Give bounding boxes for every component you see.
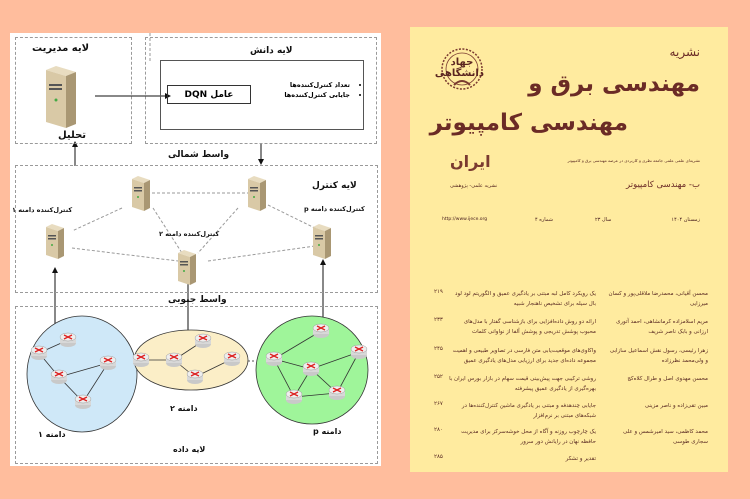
architecture-diagram xyxy=(10,33,381,466)
cover-season: زمستان ۱۴۰۴ xyxy=(671,217,700,223)
jahad-logo xyxy=(434,47,484,91)
management-layer-title: لایه مدیریت xyxy=(32,43,90,54)
cover-subtitle: نشریه‌ای علمی علمی جامعه نظری و کاربردی در عرصه مهندسی برق و کامپیوتر xyxy=(567,158,700,163)
cover-issue: شماره ۴ xyxy=(535,217,553,223)
controller-domain-2-label: کنترل‌کننده دامنه ۲ xyxy=(159,230,220,238)
dqn-agent-box: عامل DQN xyxy=(167,85,251,104)
toc-item: مریم اسلامزاده کرمانشاهی، احمد آتوری ارزانی و بابک ناصر شریف ارائه دو روش داده‌افزایی برای بازشناسی گفتار با مدل‌های محبوب پوشش تدریجی و پوشش آلفا از نواوانی کلمات ۲۳۳ xyxy=(434,317,708,335)
cover-kicker: نشریه xyxy=(669,45,700,59)
cover-year: سال ۲۳ xyxy=(595,217,612,223)
toc-item: مبین تقی‌زاده و ناصر مزینی جایابی چندهدفه و مبتنی بر یادگیری ماشین کنترل‌کننده‌ها در شبکه‌های مبتنی بر نرم‌افزار ۲۶۷ xyxy=(434,401,708,419)
data-layer-title: لایه داده xyxy=(173,445,206,454)
cover-section: ب- مهندسی کامپیوتر xyxy=(626,180,700,190)
controller-domain-1-label: کنترل‌کننده دامنه ۱ xyxy=(12,206,73,214)
toc-item: محسن آقیانی، محمدرضا ملاقلی‌پور و کسان میرزایی یک رویکرد کامل لبه مبتنی بر یادگیری عمیق و الگوریتم لود لود بال سیله برای تشخیص ناهنجار شبیه ۲۱۹ xyxy=(434,289,708,307)
toc-item: زهرا رئیسی، رسول نقش اسماعیل سازابی و ولی‌محمد نظرزاده واکاوی‌های موقعیت‌یابی متن فارسی در تصاویر طبیعی و اهمیت مجموعه داده‌ای جدید برای ارزیابی مدل‌های یادگیری عمیق ۲۴۵ xyxy=(434,346,708,364)
toc-item: محسن مهدوی اصل و طرال کلاه‌کج روشی ترکیبی جهت پیش‌بینی قیمت سهام در بازار بورس ایران با بهره‌گیری از یادگیری عمیق پیشرفته ۲۵۲ xyxy=(434,374,708,392)
northbound-interface-label: واسط شمالی xyxy=(168,150,230,160)
cover-title-line3: ایران xyxy=(450,152,491,171)
knowledge-layer-title: لایه دانش xyxy=(250,46,293,56)
table-of-contents xyxy=(410,289,728,469)
knowledge-bullets xyxy=(260,80,360,100)
toc-item: محمد کاظمی، سید امیرشمس و علی سجاری طوسی یک چارچوب روزنه و آگاه از محل خوشه‌سرکز برای مدیریت حافظه نهان در رایانش دور سرور ۲۸۰ xyxy=(434,427,708,445)
domain-2-label: دامنه ۲ xyxy=(170,404,198,413)
bullet-controller-placement: • جایابی کنترل‌کننده‌ها xyxy=(260,90,350,100)
logo-text: جهاد دانشگاهی xyxy=(434,57,484,79)
cover-journal-type: نشریه علمی- پژوهشی xyxy=(450,183,498,189)
bullet-controller-count: • تعداد کنترل‌کننده‌ها xyxy=(260,80,350,90)
control-layer-title: لایه کنترل xyxy=(312,181,357,191)
controller-domain-p-label: کنترل‌کننده دامنه p xyxy=(304,205,365,213)
toc-item: تقدیر و تشکر ۲۸۵ xyxy=(434,454,596,462)
domain-p-label: دامنه p xyxy=(313,427,342,436)
cover-title-line2: مهندسی کامپیوتر xyxy=(429,110,628,136)
data-layer-box xyxy=(15,306,378,464)
domain-1-label: دامنه ۱ xyxy=(38,430,66,439)
cover-website: http://www.ijece.org xyxy=(442,217,488,222)
cover-title-line1: مهندسی برق و xyxy=(528,71,700,97)
southbound-interface-label: واسط جنوبی xyxy=(168,295,227,305)
journal-cover xyxy=(410,27,728,472)
analysis-label: تحلیل xyxy=(58,130,87,141)
